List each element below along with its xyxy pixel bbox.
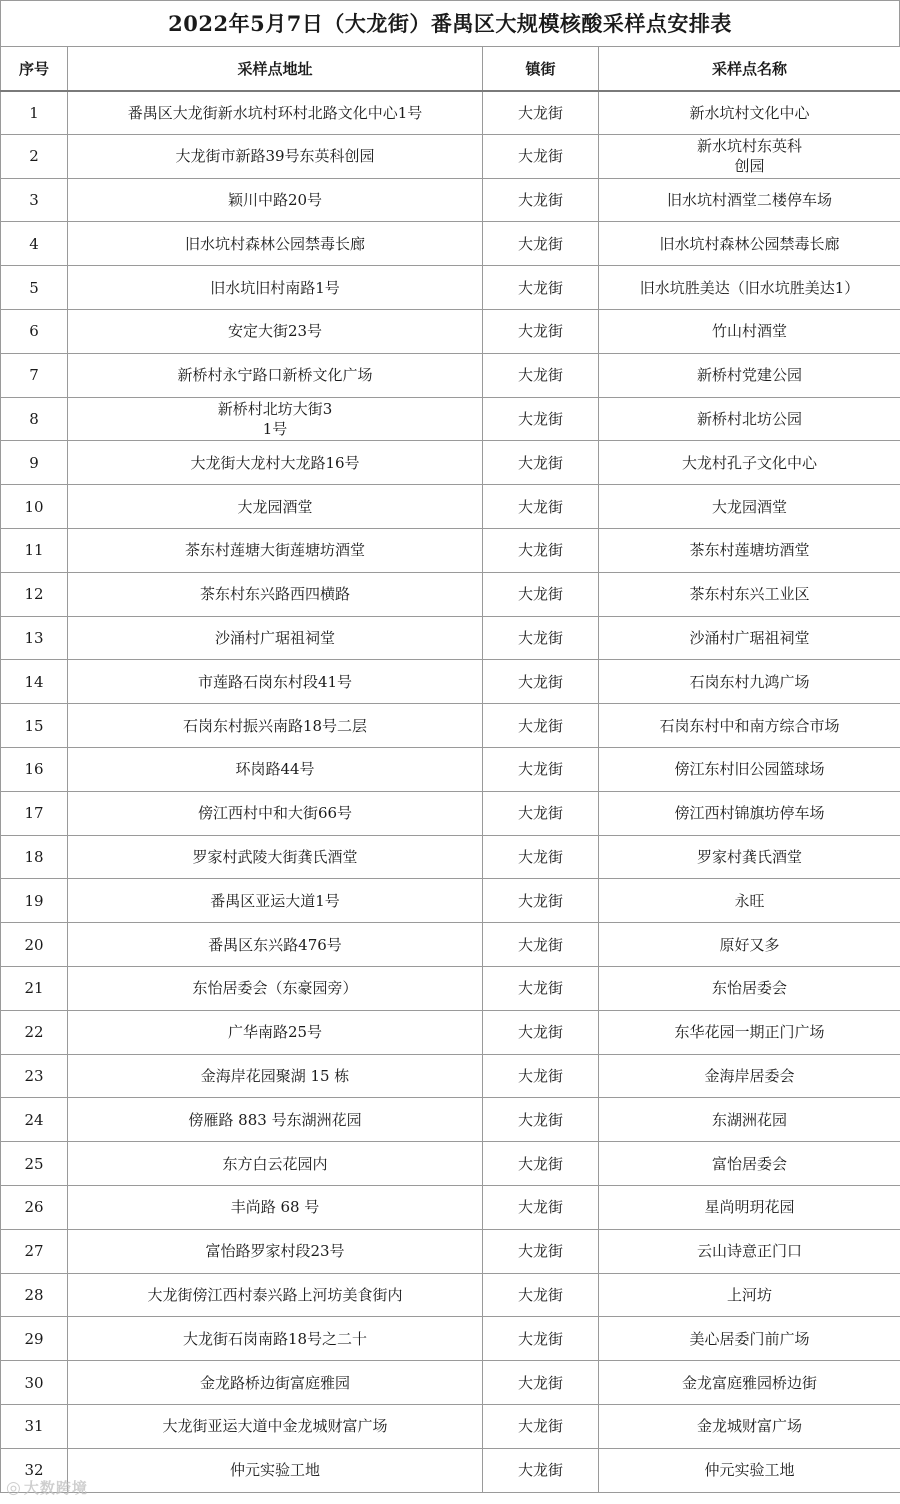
- table-row: [1, 1273, 900, 1317]
- cell-address: [68, 747, 483, 791]
- cell-name: [599, 1185, 900, 1229]
- cell-no: 27: [1, 1229, 68, 1273]
- cell-no: 26: [1, 1185, 68, 1229]
- cell-town: 大龙街: [483, 616, 599, 660]
- cell-name: [599, 353, 900, 397]
- cell-town: 大龙街: [483, 1010, 599, 1054]
- cell-address: [68, 704, 483, 748]
- cell-name: [599, 704, 900, 748]
- cell-address-text: 番禺区东兴路476号: [208, 935, 342, 954]
- cell-no: 15: [1, 704, 68, 748]
- cell-name-text: 美心居委门前广场: [689, 1329, 810, 1348]
- cell-no: 7: [1, 353, 68, 397]
- cell-name-text: 云山诗意正门口: [696, 1242, 802, 1261]
- table-row: [1, 1098, 900, 1142]
- cell-address-text: 丰尚路 68 号: [230, 1198, 320, 1217]
- cell-name-text: 金龙富庭雅园桥边街: [681, 1373, 817, 1392]
- cell-name: [599, 966, 900, 1010]
- cell-town: 大龙街: [483, 134, 599, 178]
- cell-name: [599, 1273, 900, 1317]
- cell-address: [68, 572, 483, 616]
- table-row: [1, 835, 900, 879]
- cell-name-text: 旧水坑村酒堂二楼停车场: [666, 190, 832, 209]
- cell-no: 14: [1, 660, 68, 704]
- cell-name-text: 富怡居委会: [711, 1154, 787, 1173]
- cell-name: [599, 1361, 900, 1405]
- cell-town: 大龙街: [483, 1098, 599, 1142]
- cell-address: [68, 879, 483, 923]
- sampling-sites-table: [0, 46, 900, 1493]
- cell-name: [599, 1010, 900, 1054]
- cell-town: 大龙街: [483, 1448, 599, 1492]
- cell-name-text: 东华花园一期正门广场: [674, 1023, 825, 1042]
- cell-address: [68, 528, 483, 572]
- cell-name: [599, 1054, 900, 1098]
- cell-no: 17: [1, 791, 68, 835]
- table-row: [1, 397, 900, 441]
- cell-address: [68, 1317, 483, 1361]
- cell-address: [68, 178, 483, 222]
- cell-address-text: 新桥村北坊大街31号: [217, 399, 333, 438]
- cell-address-text: 市莲路石岗东村段41号: [197, 672, 353, 691]
- cell-address: [68, 485, 483, 529]
- cell-name: [599, 791, 900, 835]
- cell-name-text: 石岗东村中和南方综合市场: [659, 716, 840, 735]
- table-row: [1, 572, 900, 616]
- table-row: [1, 791, 900, 835]
- cell-address-text: 罗家村武陵大街龚氏酒堂: [192, 847, 358, 866]
- cell-name: [599, 178, 900, 222]
- cell-address-text: 安定大街23号: [227, 322, 323, 341]
- cell-town: 大龙街: [483, 528, 599, 572]
- column-header-town: 镇街: [483, 47, 599, 91]
- cell-address: [68, 353, 483, 397]
- table-row: [1, 1142, 900, 1186]
- cell-address: [68, 616, 483, 660]
- cell-no: 20: [1, 923, 68, 967]
- cell-address: [68, 91, 483, 135]
- cell-town: 大龙街: [483, 1142, 599, 1186]
- cell-no: 13: [1, 616, 68, 660]
- cell-address-text: 沙涌村广琚祖祠堂: [214, 628, 335, 647]
- table-row: [1, 309, 900, 353]
- cell-no: 21: [1, 966, 68, 1010]
- cell-no: 1: [1, 91, 68, 135]
- cell-town: 大龙街: [483, 1229, 599, 1273]
- cell-name: [599, 572, 900, 616]
- cell-name: [599, 222, 900, 266]
- cell-town: 大龙街: [483, 309, 599, 353]
- column-header-name: 采样点名称: [599, 47, 900, 91]
- page-title: 2022年5月7日（大龙街）番禺区大规模核酸采样点安排表: [0, 0, 900, 46]
- cell-address: [68, 923, 483, 967]
- cell-address: [68, 441, 483, 485]
- cell-address: [68, 134, 483, 178]
- cell-name: [599, 1098, 900, 1142]
- cell-address-text: 傍江西村中和大街66号: [197, 804, 353, 823]
- table-row: [1, 353, 900, 397]
- table-row: [1, 1361, 900, 1405]
- cell-address-text: 环岗路44号: [235, 760, 315, 779]
- cell-address-text: 大龙街市新路39号东英科创园: [175, 147, 375, 166]
- cell-address: [68, 1273, 483, 1317]
- cell-address: [68, 309, 483, 353]
- cell-town: 大龙街: [483, 485, 599, 529]
- cell-town: 大龙街: [483, 222, 599, 266]
- cell-town: 大龙街: [483, 178, 599, 222]
- cell-address-text: 颖川中路20号: [227, 190, 323, 209]
- cell-no: 16: [1, 747, 68, 791]
- table-row: [1, 1054, 900, 1098]
- table-row: [1, 134, 900, 178]
- cell-name: [599, 1142, 900, 1186]
- cell-name: [599, 923, 900, 967]
- watermark-text: 大数跨境: [23, 1479, 88, 1497]
- cell-no: 31: [1, 1404, 68, 1448]
- cell-address: [68, 660, 483, 704]
- cell-town: 大龙街: [483, 572, 599, 616]
- cell-no: 23: [1, 1054, 68, 1098]
- cell-address-text: 番禺区大龙街新水坑村环村北路文化中心1号: [127, 103, 423, 122]
- cell-town: 大龙街: [483, 266, 599, 310]
- cell-address: [68, 397, 483, 441]
- cell-address-text: 石岗东村振兴南路18号二层: [182, 716, 368, 735]
- cell-address-text: 大龙街亚运大道中金龙城财富广场: [162, 1417, 388, 1436]
- cell-name: [599, 747, 900, 791]
- cell-town: 大龙街: [483, 1273, 599, 1317]
- cell-name-text: 上河坊: [726, 1285, 772, 1304]
- cell-address: [68, 1098, 483, 1142]
- table-row: [1, 704, 900, 748]
- table-row: [1, 879, 900, 923]
- cell-town: 大龙街: [483, 660, 599, 704]
- cell-no: 32: [1, 1448, 68, 1492]
- cell-address: [68, 1448, 483, 1492]
- cell-address-text: 东方白云花园内: [222, 1154, 328, 1173]
- cell-address-text: 茶东村东兴路西四横路: [199, 585, 350, 604]
- table-row: [1, 1448, 900, 1492]
- cell-address: [68, 222, 483, 266]
- table-header-row: [1, 47, 900, 91]
- table-row: [1, 91, 900, 135]
- table-row: [1, 485, 900, 529]
- table-row: [1, 966, 900, 1010]
- cell-no: 9: [1, 441, 68, 485]
- cell-address: [68, 1404, 483, 1448]
- watermark-logo-icon: ◎: [6, 1478, 22, 1498]
- cell-town: 大龙街: [483, 1054, 599, 1098]
- cell-address-text: 金海岸花园聚湖 15 栋: [200, 1066, 350, 1085]
- cell-address: [68, 1142, 483, 1186]
- cell-address: [68, 266, 483, 310]
- cell-name: [599, 528, 900, 572]
- cell-no: 5: [1, 266, 68, 310]
- table-row: [1, 528, 900, 572]
- table-row: [1, 1185, 900, 1229]
- table-row: [1, 1404, 900, 1448]
- cell-name-text: 原好又多: [719, 935, 780, 954]
- cell-town: 大龙街: [483, 1361, 599, 1405]
- cell-name-text: 永旺: [734, 891, 765, 910]
- cell-name-text: 金龙城财富广场: [696, 1417, 802, 1436]
- cell-address-text: 大龙街石岗南路18号之二十: [182, 1329, 368, 1348]
- cell-address-text: 大龙街大龙村大龙路16号: [190, 453, 360, 472]
- cell-name-text: 傍江西村锦旗坊停车场: [674, 804, 825, 823]
- cell-no: 6: [1, 309, 68, 353]
- cell-name-text: 新水坑村文化中心: [689, 103, 810, 122]
- cell-name-text: 傍江东村旧公园篮球场: [674, 760, 825, 779]
- cell-no: 25: [1, 1142, 68, 1186]
- cell-name-text: 竹山村酒堂: [711, 322, 787, 341]
- cell-town: 大龙街: [483, 704, 599, 748]
- cell-address-text: 金龙路桥边街富庭雅园: [199, 1373, 350, 1392]
- cell-name-text: 茶东村东兴工业区: [689, 585, 810, 604]
- cell-town: 大龙街: [483, 1317, 599, 1361]
- cell-name: [599, 1317, 900, 1361]
- cell-address-text: 东怡居委会（东豪园旁）: [192, 979, 358, 998]
- cell-name-text: 新水坑村东英科创园: [696, 137, 802, 176]
- cell-name: [599, 309, 900, 353]
- cell-name: [599, 266, 900, 310]
- cell-name: [599, 134, 900, 178]
- cell-name-text: 罗家村龚氏酒堂: [696, 847, 802, 866]
- cell-address-text: 傍雁路 883 号东湖洲花园: [188, 1110, 362, 1129]
- cell-address: [68, 835, 483, 879]
- cell-town: 大龙街: [483, 1185, 599, 1229]
- cell-town: 大龙街: [483, 1404, 599, 1448]
- cell-name: [599, 485, 900, 529]
- cell-name: [599, 91, 900, 135]
- cell-no: 11: [1, 528, 68, 572]
- cell-name-text: 石岗东村九鸿广场: [689, 672, 810, 691]
- cell-name-text: 金海岸居委会: [704, 1066, 795, 1085]
- cell-address-text: 仲元实验工地: [229, 1461, 320, 1480]
- cell-address-text: 旧水坑旧村南路1号: [210, 278, 340, 297]
- cell-town: 大龙街: [483, 879, 599, 923]
- cell-no: 8: [1, 397, 68, 441]
- table-row: [1, 1010, 900, 1054]
- cell-town: 大龙街: [483, 441, 599, 485]
- cell-no: 4: [1, 222, 68, 266]
- cell-name: [599, 1448, 900, 1492]
- cell-address: [68, 791, 483, 835]
- cell-name: [599, 660, 900, 704]
- cell-name-text: 大龙园酒堂: [711, 497, 787, 516]
- cell-town: 大龙街: [483, 791, 599, 835]
- table-row: [1, 1229, 900, 1273]
- column-header-no: 序号: [1, 47, 68, 91]
- table-row: [1, 1317, 900, 1361]
- cell-town: 大龙街: [483, 747, 599, 791]
- cell-address: [68, 966, 483, 1010]
- cell-name-text: 旧水坑胜美达（旧水坑胜美达1）: [639, 278, 860, 297]
- cell-name: [599, 1229, 900, 1273]
- cell-no: 22: [1, 1010, 68, 1054]
- table-row: [1, 747, 900, 791]
- table-row: [1, 616, 900, 660]
- cell-address-text: 旧水坑村森林公园禁毒长廊: [184, 234, 365, 253]
- table-row: [1, 222, 900, 266]
- cell-address-text: 广华南路25号: [227, 1023, 323, 1042]
- cell-name: [599, 397, 900, 441]
- cell-address-text: 大龙街傍江西村泰兴路上河坊美食街内: [147, 1285, 403, 1304]
- cell-name: [599, 879, 900, 923]
- cell-name: [599, 835, 900, 879]
- cell-name-text: 东湖洲花园: [711, 1110, 787, 1129]
- cell-no: 18: [1, 835, 68, 879]
- cell-name-text: 星尚明玥花园: [704, 1198, 795, 1217]
- table-row: [1, 660, 900, 704]
- cell-name: [599, 1404, 900, 1448]
- cell-name: [599, 441, 900, 485]
- cell-name-text: 茶东村莲塘坊酒堂: [689, 541, 810, 560]
- cell-name-text: 新桥村党建公园: [696, 366, 802, 385]
- cell-no: 10: [1, 485, 68, 529]
- cell-town: 大龙街: [483, 966, 599, 1010]
- cell-town: 大龙街: [483, 835, 599, 879]
- cell-no: 30: [1, 1361, 68, 1405]
- table-row: [1, 178, 900, 222]
- cell-name: [599, 616, 900, 660]
- table-row: [1, 441, 900, 485]
- cell-address: [68, 1185, 483, 1229]
- cell-no: 28: [1, 1273, 68, 1317]
- cell-address-text: 大龙园酒堂: [237, 497, 313, 516]
- table-row: [1, 266, 900, 310]
- cell-no: 29: [1, 1317, 68, 1361]
- cell-no: 3: [1, 178, 68, 222]
- cell-name-text: 东怡居委会: [711, 979, 787, 998]
- cell-address-text: 茶东村莲塘大街莲塘坊酒堂: [184, 541, 365, 560]
- cell-address: [68, 1361, 483, 1405]
- cell-address: [68, 1229, 483, 1273]
- cell-town: 大龙街: [483, 353, 599, 397]
- cell-no: 2: [1, 134, 68, 178]
- cell-town: 大龙街: [483, 397, 599, 441]
- cell-no: 24: [1, 1098, 68, 1142]
- cell-no: 19: [1, 879, 68, 923]
- cell-address: [68, 1054, 483, 1098]
- table-row: [1, 923, 900, 967]
- cell-address-text: 富怡路罗家村段23号: [205, 1242, 345, 1261]
- cell-no: 12: [1, 572, 68, 616]
- column-header-address: 采样点地址: [68, 47, 483, 91]
- cell-name-text: 大龙村孔子文化中心: [681, 453, 817, 472]
- cell-address-text: 番禺区亚运大道1号: [210, 891, 340, 910]
- cell-name-text: 仲元实验工地: [704, 1461, 795, 1480]
- cell-town: 大龙街: [483, 91, 599, 135]
- cell-name-text: 旧水坑村森林公园禁毒长廊: [659, 234, 840, 253]
- cell-name-text: 新桥村北坊公园: [696, 409, 802, 428]
- cell-town: 大龙街: [483, 923, 599, 967]
- cell-address-text: 新桥村永宁路口新桥文化广场: [177, 366, 373, 385]
- cell-address: [68, 1010, 483, 1054]
- cell-name-text: 沙涌村广琚祖祠堂: [689, 628, 810, 647]
